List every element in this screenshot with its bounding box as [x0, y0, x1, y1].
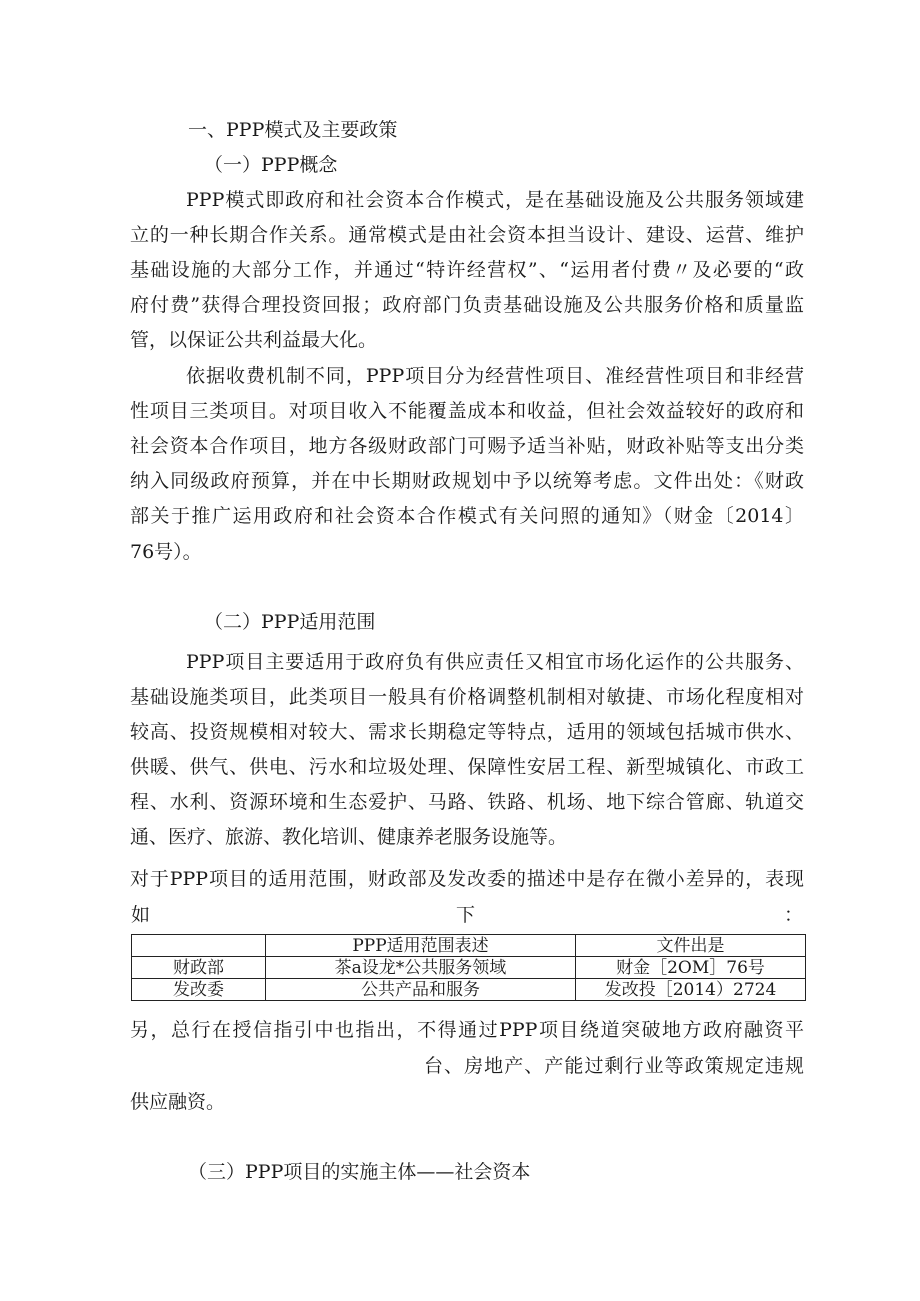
table-header-row [132, 935, 806, 957]
table-cell: 发改投［2014）2724 [576, 979, 806, 1001]
heading-ppp-model: 一、PPP模式及主要政策 [188, 119, 398, 141]
sec2-para1-line4: 供暖、供气、供电、污水和垃圾处理、保障性安居工程、新型城镇化、市政工 [130, 756, 804, 778]
section3-title: （三）PPP项目的实施主体——社会资本 [188, 1161, 531, 1183]
sec2-para1-line6: 通、医疗、旅游、教化培训、健康养老服务设施等。 [130, 826, 568, 848]
sec1-para2-line4: 纳入同级政府预算，并在中长期财政规划中予以统筹考虑。文件出处：《财政 [130, 470, 804, 492]
sec2-intro-line: 对于PPP项目的适用范围，财政部及发改委的描述中是存在微小差异的，表现 [130, 868, 804, 890]
table-header-cell: PPP适用范围表述 [266, 935, 576, 957]
sec1-para2-line1: 依据收费机制不同，PPP项目分为经营性项目、准经营性项目和非经营 [186, 365, 804, 387]
sec1-para2-line5: 部关于推广运用政府和社会资本合作模式有关问照的通知》（财金〔2014〕 [130, 505, 804, 527]
table-cell: 发改委 [132, 979, 266, 1001]
table-header-cell [132, 935, 266, 957]
table-cell: 财政部 [132, 957, 266, 979]
sec2-intro-colon: ： [784, 904, 804, 926]
sec2-note-line3: 供应融资。 [130, 1091, 226, 1113]
scope-comparison-table [131, 934, 806, 1001]
sec2-para1-line2: 基础设施类项目，此类项目一般具有价格调整机制相对敏捷、市场化程度相对 [130, 686, 804, 708]
table-cell: 公共产品和服务 [266, 979, 576, 1001]
section2-title: （二）PPP适用范围 [204, 611, 376, 633]
sec1-para1-line2: 立的一种长期合作关系。通常模式是由社会资本担当设计、建设、运营、维护 [130, 224, 804, 246]
sec2-note-line2: 台、房地产、产能过剩行业等政策规定违规 [424, 1055, 804, 1077]
sec1-para1-line1: PPP模式即政府和社会资本合作模式，是在基础设施及公共服务领域建 [186, 189, 804, 211]
sec2-para1-line3: 较高、投资规模相对较大、需求长期稳定等特点，适用的领域包括城市供水、 [130, 721, 804, 743]
table-cell: 财金［2OM］76号 [576, 957, 806, 979]
sec2-intro-xia: 下 [456, 904, 476, 926]
section1-title: （一）PPP概念 [204, 154, 338, 176]
sec1-para2-line3: 社会资本合作项目，地方各级财政部门可赐予适当补贴，财政补贴等支出分类 [130, 435, 804, 457]
table-row [132, 979, 806, 1001]
sec2-para1-line1: PPP项目主要适用于政府负有供应责任又相宜市场化运作的公共服务、 [186, 651, 804, 673]
sec1-para2-line2: 性项目三类项目。对项目收入不能覆盖成本和收益，但社会效益较好的政府和 [130, 400, 804, 422]
table-row [132, 957, 806, 979]
table-header-cell: 文件出是 [576, 935, 806, 957]
sec2-intro-ru: 如 [131, 904, 151, 926]
sec2-note-line1: 另，总行在授信指引中也指出，不得通过PPP项目绕道突破地方政府融资平 [130, 1019, 804, 1041]
table-cell: 茶a设龙*公共服务领域 [266, 957, 576, 979]
sec2-para1-line5: 程、水利、资源环境和生态爱护、马路、铁路、机场、地下综合管廊、轨道交 [130, 791, 804, 813]
sec1-para1-line5: 管，以保证公共利益最大化。 [130, 329, 378, 351]
sec1-para1-line3: 基础设施的大部分工作，并通过“特许经营权”、“运用者付费〃及必要的“政 [130, 259, 804, 281]
sec1-para2-line6: 76号）。 [130, 541, 202, 563]
sec1-para1-line4: 府付费”获得合理投资回报；政府部门负责基础设施及公共服务价格和质量监 [130, 294, 804, 316]
